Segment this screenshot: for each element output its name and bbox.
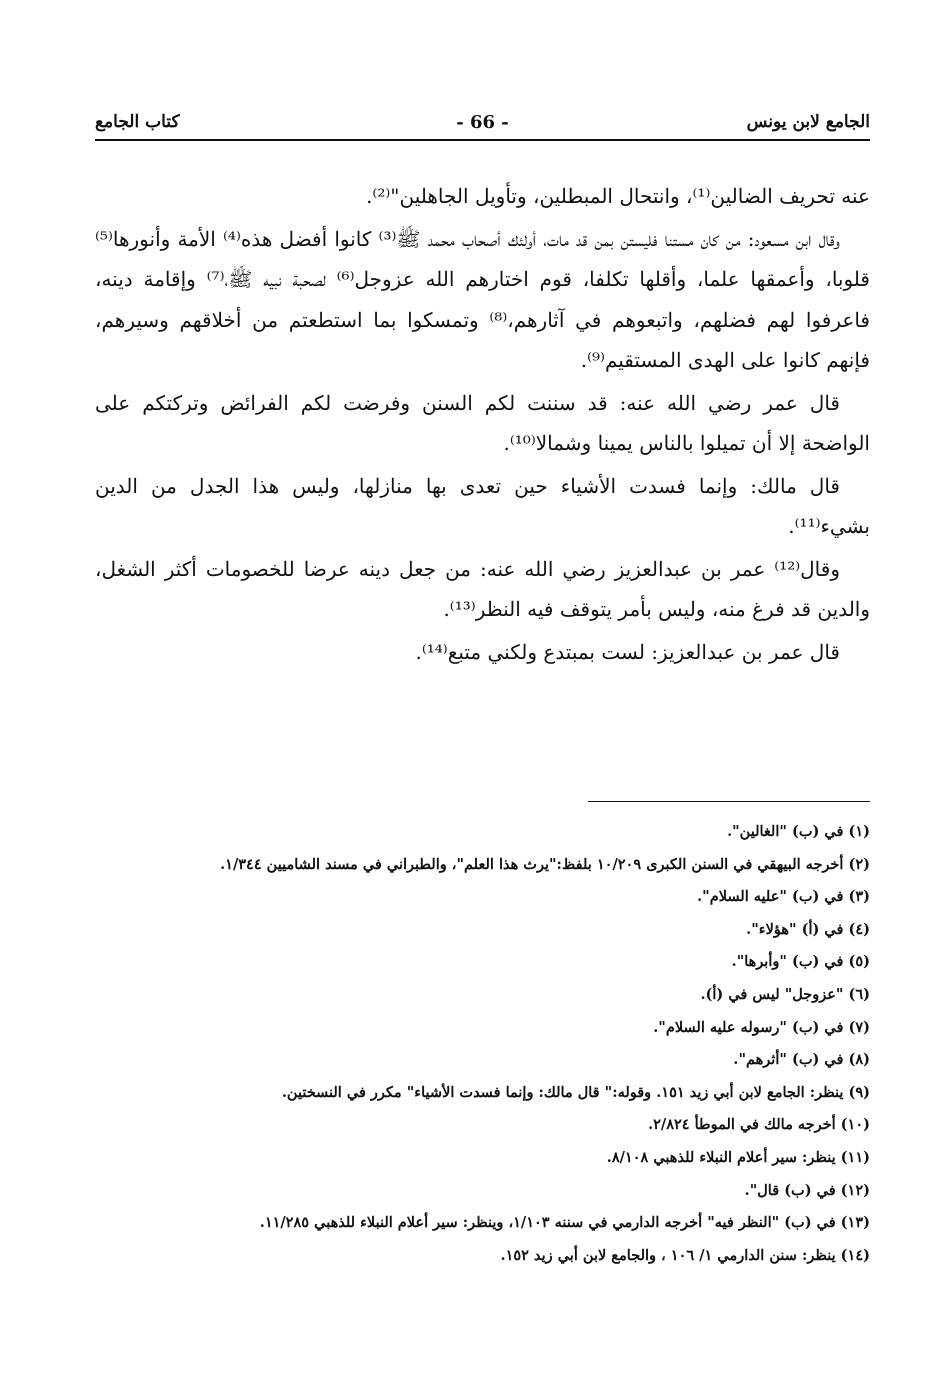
footnote: (١٢) في (ب) قال". — [744, 1181, 870, 1199]
footnote: (١٣) في (ب) "النظر فيه" أخرجه الدارمي في سننه ١/١٠٣، وينظر: سير أعلام النبلاء للذهبي ١١/٢٨٥. — [259, 1214, 870, 1232]
header-section-title: كتاب الجامع — [95, 112, 180, 132]
running-header — [95, 112, 870, 138]
footnote: (٨) في (ب) "أثرهم". — [733, 1051, 870, 1069]
footnotes — [95, 816, 870, 1272]
footnote: (٣) في (ب) "عليه السلام". — [697, 888, 870, 906]
footnote: (١٠) أخرجه مالك في الموطأ ٢/٨٢٤. — [648, 1116, 870, 1134]
footnote: (٦) "عزوجل" ليس في (أ). — [700, 985, 870, 1003]
main-text — [95, 176, 870, 674]
paragraph: وقال⁽¹²⁾ عمر بن عبدالعزيز رضي الله عنه: من جعل دينه عرضا للخصومات أكثر الشغل، والدين قد فرغ منه، وليس بأمر يتوقف فيه النظر⁽¹³⁾. — [95, 556, 870, 621]
paragraph: عنه تحريف الضالين⁽¹⁾، وانتحال المبطلين، وتأويل الجاهلين"⁽²⁾. — [366, 184, 870, 208]
paragraph: قال مالك: وإنما فسدت الأشياء حين تعدى بها منازلها، وليس هذا الجدل من الدين بشيء⁽¹¹⁾. — [95, 473, 870, 538]
footnote: (٢) أخرجه البيهقي في السنن الكبرى ١٠/٢٠٩ بلفظ:"يرث هذا العلم"، والطبراني في مسند الشاميين ١/٣٤٤. — [220, 855, 870, 873]
paragraph: وقال ابن مسعود: من كان مستنا فليستن بمن قد مات، أولئك أصحاب محمد ﷺ⁽³⁾ كانوا أفضل هذه⁽⁴⁾ الأمة وأنورها⁽⁵⁾ قلوبا، وأعمقها علما، وأقلها تكلفا، قوم اختارهم الله عزوجل⁽⁶⁾ لصحبة نبيه ﷺ،⁽⁷⁾ وإقامة دينه، فاعرفوا لهم فضلهم، واتبعوهم في آثارهم،⁽⁸⁾ وتمسكوا بما استطعتم من أخلاقهم وسيرهم، فإنهم كانوا على الهدى المستقيم⁽⁹⁾. — [95, 226, 870, 372]
footnote: (٥) في (ب) "وأبرها". — [731, 953, 870, 971]
footnote: (١) في (ب) "الغالين". — [727, 823, 870, 840]
page-number: - 66 - — [456, 112, 509, 133]
footnote: (٩) ينظر: الجامع لابن أبي زيد ١٥١. وقوله:" قال مالك: وإنما فسدت الأشياء" مكرر في النسختين. — [281, 1083, 870, 1101]
paragraph: قال عمر رضي الله عنه: قد سننت لكم السنن وفرضت لكم الفرائض وتركتكم على الواضحة إلا أن تميلوا بالناس يمينا وشمالا⁽¹⁰⁾. — [95, 390, 870, 455]
footnote-divider — [588, 801, 870, 802]
header-book-title: الجامع لابن يونس — [746, 112, 870, 132]
footnote: (١١) ينظر: سير أعلام النبلاء للذهبي ٨/١٠٨. — [606, 1148, 870, 1166]
footnote: (٧) في (ب) "رسوله عليه السلام". — [653, 1018, 870, 1036]
footnote: (٤) في (أ) "هؤلاء". — [746, 920, 870, 938]
header-divider — [95, 139, 870, 141]
footnote: (١٤) ينظر: سنن الدارمي ١/ ١٠٦ ، والجامع لابن أبي زيد ١٥٢. — [500, 1246, 870, 1264]
paragraph: قال عمر بن عبدالعزيز: لست بمبتدع ولكني متبع⁽¹⁴⁾. — [415, 639, 840, 664]
